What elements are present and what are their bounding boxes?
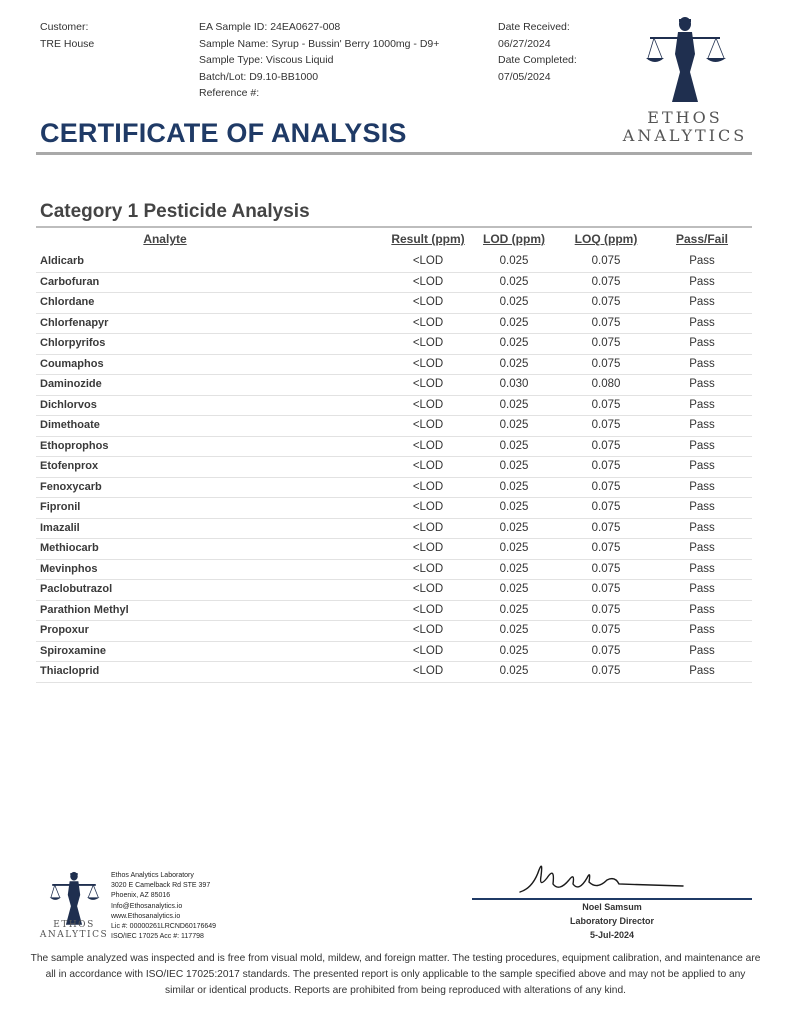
lod-value: 0.025 bbox=[499, 296, 529, 308]
pass-fail-value: Pass bbox=[689, 439, 715, 452]
loq-value: 0.075 bbox=[591, 398, 621, 411]
table-row bbox=[36, 334, 752, 355]
loq-value: 0.075 bbox=[591, 624, 621, 636]
lod-value: 0.025 bbox=[499, 665, 529, 677]
lab-street: 3020 E Camelback Rd STE 397 bbox=[111, 882, 211, 890]
loq-value: 0.075 bbox=[591, 583, 621, 595]
result-value: <LOD bbox=[412, 542, 444, 554]
date-received-label: Date Received: bbox=[498, 21, 570, 33]
pass-fail-value: Pass bbox=[689, 644, 715, 657]
pass-fail-value: Pass bbox=[689, 378, 715, 390]
analyte-name: Spiroxamine bbox=[40, 644, 107, 657]
lod-value: 0.025 bbox=[499, 562, 529, 575]
brand-name-line2: ANALYTICS bbox=[622, 126, 748, 145]
sample-name: Sample Name: Syrup - Bussin' Berry 1000mg - D9+ bbox=[199, 37, 440, 50]
lod-value: 0.025 bbox=[499, 460, 529, 472]
result-value: <LOD bbox=[412, 501, 444, 513]
loq-value: 0.075 bbox=[591, 337, 621, 349]
analyte-name: Daminozide bbox=[40, 378, 102, 390]
result-value: <LOD bbox=[412, 480, 444, 493]
pass-fail-value: Pass bbox=[689, 480, 715, 493]
lod-value: 0.025 bbox=[499, 439, 529, 452]
lod-value: 0.025 bbox=[499, 583, 529, 595]
pass-fail-value: Pass bbox=[689, 624, 715, 636]
sign-date: 5-Jul-2024 bbox=[589, 930, 635, 940]
footer-brand-line2: ANALYTICS bbox=[39, 930, 109, 940]
ethos-logo-figure bbox=[640, 14, 730, 104]
pass-fail-value: Pass bbox=[689, 542, 715, 554]
document-title: CERTIFICATE OF ANALYSIS bbox=[40, 118, 407, 148]
handwritten-signature-icon bbox=[515, 858, 695, 898]
pass-fail-value: Pass bbox=[689, 316, 715, 329]
pass-fail-value: Pass bbox=[689, 337, 715, 349]
loq-value: 0.075 bbox=[591, 542, 621, 554]
loq-value: 0.075 bbox=[591, 501, 621, 513]
analyte-name: Fenoxycarb bbox=[40, 480, 102, 493]
table-row bbox=[36, 375, 752, 396]
column-header-result: Result (ppm) bbox=[391, 232, 465, 246]
lab-email: Info@Ethosanalytics.io bbox=[111, 902, 183, 910]
pass-fail-value: Pass bbox=[689, 501, 715, 513]
table-row bbox=[36, 273, 752, 294]
pass-fail-value: Pass bbox=[689, 357, 715, 370]
pass-fail-value: Pass bbox=[689, 398, 715, 411]
table-row bbox=[36, 498, 752, 519]
analyte-name: Imazalil bbox=[40, 521, 80, 534]
lab-website: www.Ethosanalytics.io bbox=[111, 912, 181, 920]
analyte-name: Paclobutrazol bbox=[40, 583, 113, 595]
analyte-name: Coumaphos bbox=[40, 357, 104, 370]
disclaimer-text: The sample analyzed was inspected and is free from visual mold, mildew, and foreign matter. The testing procedures, equipment calibration, and maintenance are all in accordance with ISO/IEC 17025:2017 standards. The presented report is only applicable to the sample specified above and may not be applied to any similar or identical products. Reports are prohibited from being reproduced with alterations of any kind. bbox=[30, 953, 761, 996]
table-row bbox=[36, 457, 752, 478]
signature-image bbox=[515, 858, 695, 898]
loq-value: 0.075 bbox=[591, 275, 621, 288]
pass-fail-value: Pass bbox=[689, 665, 715, 677]
footer-logo-figure bbox=[46, 870, 102, 926]
sample-info-block bbox=[199, 19, 439, 102]
lod-value: 0.025 bbox=[499, 316, 529, 329]
batch-lot: Batch/Lot: D9.10-BB1000 bbox=[199, 70, 319, 83]
table-row bbox=[36, 437, 752, 458]
loq-value: 0.075 bbox=[591, 562, 621, 575]
lod-value: 0.025 bbox=[499, 521, 529, 534]
result-value: <LOD bbox=[412, 521, 444, 534]
customer-value: TRE House bbox=[40, 37, 95, 50]
analyte-name: Propoxur bbox=[40, 624, 89, 636]
date-completed-value: 07/05/2024 bbox=[498, 70, 551, 83]
analyte-name: Mevinphos bbox=[40, 562, 98, 575]
loq-value: 0.075 bbox=[591, 439, 621, 452]
column-header-analyte: Analyte bbox=[143, 232, 187, 246]
column-header-lod: LOD (ppm) bbox=[483, 232, 545, 246]
lod-value: 0.025 bbox=[499, 357, 529, 370]
table-row bbox=[36, 396, 752, 417]
result-value: <LOD bbox=[412, 275, 444, 288]
loq-value: 0.075 bbox=[591, 316, 621, 329]
loq-value: 0.075 bbox=[591, 603, 621, 616]
result-value: <LOD bbox=[412, 439, 444, 452]
lab-name: Ethos Analytics Laboratory bbox=[111, 872, 194, 879]
lod-value: 0.025 bbox=[499, 398, 529, 411]
table-row bbox=[36, 314, 752, 335]
lod-value: 0.025 bbox=[499, 480, 529, 493]
section-title: Category 1 Pesticide Analysis bbox=[40, 201, 310, 222]
pass-fail-value: Pass bbox=[689, 603, 715, 616]
table-row bbox=[36, 519, 752, 540]
analyte-name: Chlordane bbox=[40, 296, 95, 308]
result-value: <LOD bbox=[412, 255, 444, 267]
analyte-name: Chlorfenapyr bbox=[40, 316, 109, 329]
lod-value: 0.025 bbox=[499, 603, 529, 616]
sample-id: EA Sample ID: 24EA0627-008 bbox=[199, 21, 341, 33]
table-row bbox=[36, 416, 752, 437]
lod-value: 0.025 bbox=[499, 644, 529, 657]
lab-iso-accreditation: ISO/IEC 17025 Acc #: 117798 bbox=[111, 933, 204, 941]
analyte-name: Parathion Methyl bbox=[40, 603, 129, 616]
date-received-value: 06/27/2024 bbox=[498, 37, 551, 50]
lod-value: 0.025 bbox=[499, 337, 529, 349]
column-header-loq: LOQ (ppm) bbox=[574, 232, 638, 246]
result-value: <LOD bbox=[412, 603, 444, 616]
lod-value: 0.030 bbox=[499, 378, 529, 390]
reference-number: Reference #: bbox=[199, 87, 260, 99]
customer-block bbox=[40, 19, 94, 52]
pesticide-results-table bbox=[36, 252, 752, 683]
justice-figure-icon bbox=[46, 870, 102, 926]
result-value: <LOD bbox=[412, 357, 444, 370]
loq-value: 0.075 bbox=[591, 644, 621, 657]
analyte-name: Thiacloprid bbox=[40, 665, 100, 677]
section-divider bbox=[36, 226, 752, 228]
analyte-name: Chlorpyrifos bbox=[40, 337, 106, 349]
pass-fail-value: Pass bbox=[689, 296, 715, 308]
result-value: <LOD bbox=[412, 583, 444, 595]
result-value: <LOD bbox=[412, 419, 444, 431]
date-completed-label: Date Completed: bbox=[498, 54, 577, 66]
result-value: <LOD bbox=[412, 316, 444, 329]
lod-value: 0.025 bbox=[499, 255, 529, 267]
pass-fail-value: Pass bbox=[689, 521, 715, 534]
result-value: <LOD bbox=[412, 337, 444, 349]
result-value: <LOD bbox=[412, 624, 444, 636]
table-row bbox=[36, 252, 752, 273]
pass-fail-value: Pass bbox=[689, 419, 715, 431]
result-value: <LOD bbox=[412, 665, 444, 677]
brand-name-line1: ETHOS bbox=[647, 108, 723, 127]
lod-value: 0.025 bbox=[499, 501, 529, 513]
analyte-name: Methiocarb bbox=[40, 542, 99, 554]
table-row bbox=[36, 539, 752, 560]
lod-value: 0.025 bbox=[499, 419, 529, 431]
analyte-name: Ethoprophos bbox=[40, 439, 109, 452]
lod-value: 0.025 bbox=[499, 542, 529, 554]
loq-value: 0.075 bbox=[591, 480, 621, 493]
lab-contact-block bbox=[111, 871, 216, 942]
lab-license: Lic #: 00000261LRCND60176649 bbox=[111, 923, 217, 931]
loq-value: 0.075 bbox=[591, 460, 621, 472]
result-value: <LOD bbox=[412, 296, 444, 308]
analyte-name: Dimethoate bbox=[40, 419, 100, 431]
pass-fail-value: Pass bbox=[689, 255, 715, 267]
analyte-name: Fipronil bbox=[40, 501, 81, 513]
dates-block bbox=[498, 19, 577, 85]
column-header-pass-fail: Pass/Fail bbox=[675, 232, 729, 246]
title-divider bbox=[36, 152, 752, 155]
table-row bbox=[36, 642, 752, 663]
loq-value: 0.075 bbox=[591, 296, 621, 308]
table-row bbox=[36, 662, 752, 683]
table-row bbox=[36, 580, 752, 601]
footer-brand-line1: ETHOS bbox=[53, 920, 95, 930]
analyte-name: Dichlorvos bbox=[40, 398, 97, 411]
analyte-name: Etofenprox bbox=[40, 460, 99, 472]
lod-value: 0.025 bbox=[499, 275, 529, 288]
pass-fail-value: Pass bbox=[689, 562, 715, 575]
result-value: <LOD bbox=[412, 378, 444, 390]
loq-value: 0.080 bbox=[591, 378, 621, 390]
table-row bbox=[36, 355, 752, 376]
loq-value: 0.075 bbox=[591, 255, 621, 267]
signer-name: Noel Samsum bbox=[582, 902, 642, 912]
justice-figure-icon bbox=[640, 14, 730, 104]
pass-fail-value: Pass bbox=[689, 460, 715, 472]
loq-value: 0.075 bbox=[591, 357, 621, 370]
table-row bbox=[36, 621, 752, 642]
analyte-name: Aldicarb bbox=[40, 255, 85, 267]
pass-fail-value: Pass bbox=[689, 275, 715, 288]
signature-line bbox=[472, 898, 752, 900]
result-value: <LOD bbox=[412, 460, 444, 472]
customer-label: Customer: bbox=[40, 21, 89, 33]
loq-value: 0.075 bbox=[591, 419, 621, 431]
lod-value: 0.025 bbox=[499, 624, 529, 636]
result-value: <LOD bbox=[412, 562, 444, 575]
loq-value: 0.075 bbox=[591, 521, 621, 534]
lab-city: Phoenix, AZ 85016 bbox=[111, 892, 171, 900]
signer-title: Laboratory Director bbox=[569, 916, 655, 926]
pass-fail-value: Pass bbox=[689, 583, 715, 595]
table-row bbox=[36, 478, 752, 499]
loq-value: 0.075 bbox=[591, 665, 621, 677]
analyte-name: Carbofuran bbox=[40, 275, 100, 288]
table-row bbox=[36, 293, 752, 314]
result-value: <LOD bbox=[412, 398, 444, 411]
sample-type: Sample Type: Viscous Liquid bbox=[199, 54, 334, 66]
table-row bbox=[36, 601, 752, 622]
table-row bbox=[36, 560, 752, 581]
result-value: <LOD bbox=[412, 644, 444, 657]
